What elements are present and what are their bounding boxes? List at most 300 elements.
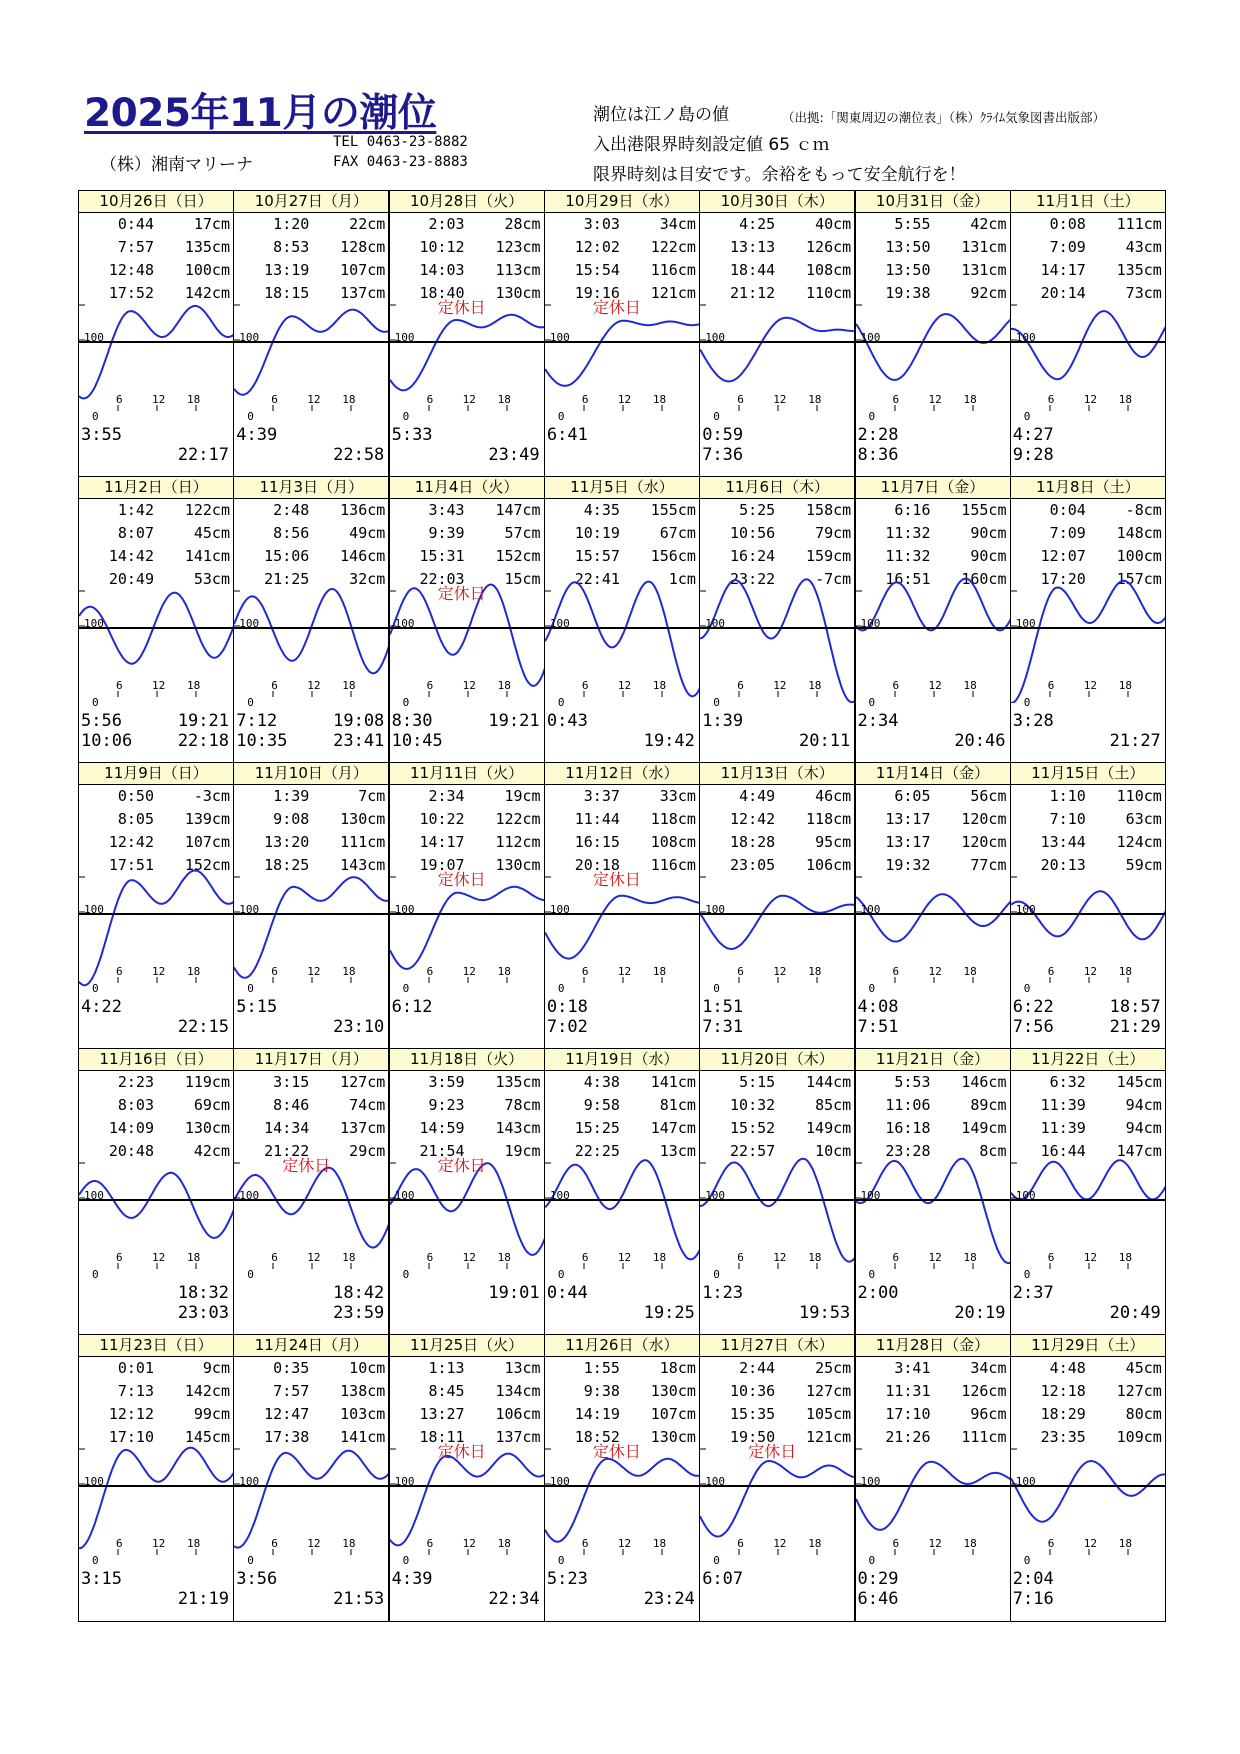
tick-6-label: 6	[426, 1251, 434, 1264]
tide-height: 56cm	[970, 787, 1007, 805]
tide-height: 131cm	[961, 261, 1007, 279]
level-0-label: 0	[557, 410, 565, 423]
limit-time-end: 19:21	[177, 711, 229, 731]
tide-row	[86, 788, 230, 804]
day-cell	[1010, 1048, 1166, 1336]
tide-height: 33cm	[659, 787, 696, 805]
tide-row	[552, 548, 696, 564]
tick-12-label: 12	[152, 1251, 166, 1264]
tick-18-label: 18	[808, 679, 822, 692]
tide-time: 22:25	[574, 1142, 620, 1160]
tide-height: 106cm	[806, 856, 852, 874]
tide-time: 1:42	[117, 501, 154, 519]
tide-height: 29cm	[349, 1142, 386, 1160]
tide-height: 123cm	[495, 238, 541, 256]
tide-height: 120cm	[961, 810, 1007, 828]
tide-row	[86, 548, 230, 564]
level-0-label: 0	[402, 410, 410, 423]
tide-row	[241, 216, 385, 232]
tick-12-label: 12	[773, 1251, 787, 1264]
day-cell	[855, 762, 1011, 1050]
level-100-label: 100	[84, 1189, 104, 1202]
level-0-label: 0	[713, 1554, 720, 1567]
tide-row	[552, 1120, 696, 1136]
holiday-label: 定休日	[437, 1156, 486, 1175]
level-100-label: 100	[394, 1189, 415, 1202]
tide-time: 5:53	[894, 1073, 931, 1091]
level-0-label: 0	[713, 696, 720, 709]
tide-curve	[234, 1451, 389, 1548]
day-header: 11月1日（土）	[1011, 191, 1165, 213]
limit-time-start: 4:08	[857, 997, 899, 1017]
limit-time-end: 20:11	[799, 731, 851, 751]
tide-row	[241, 1097, 385, 1113]
tide-height: 111cm	[961, 1428, 1007, 1446]
tide-time: 8:45	[428, 1382, 465, 1400]
tick-12-label: 12	[617, 1251, 632, 1264]
level-100-label: 100	[860, 331, 881, 344]
tide-row	[552, 1074, 696, 1090]
limit-time-start: 8:30	[391, 711, 433, 731]
limit-time-end: 18:57	[1109, 997, 1161, 1017]
level-0-label: 0	[868, 982, 876, 995]
tide-time: 17:10	[885, 1405, 931, 1423]
limit-time-start: 4:39	[391, 1569, 433, 1589]
limit-time-start: 7:02	[546, 1017, 588, 1037]
tick-6-label: 6	[116, 1251, 123, 1264]
tide-time: 13:17	[885, 810, 931, 828]
level-100-label: 100	[239, 617, 260, 630]
tick-18-label: 18	[187, 393, 201, 406]
tide-time: 16:44	[1040, 1142, 1086, 1160]
tide-row	[241, 239, 385, 255]
tide-height: 81cm	[659, 1096, 696, 1114]
tick-12-label: 12	[1083, 965, 1098, 978]
limit-time-start: 5:23	[546, 1569, 588, 1589]
tide-height: 134cm	[495, 1382, 541, 1400]
tide-height: 122cm	[495, 810, 541, 828]
tick-6-label: 6	[116, 679, 123, 692]
day-cell	[233, 190, 389, 478]
tide-time: 13:19	[264, 261, 310, 279]
tide-time: 20:13	[1040, 856, 1086, 874]
day-header: 11月17日（月）	[234, 1049, 388, 1071]
tide-row	[707, 1097, 851, 1113]
tide-time: 19:38	[885, 284, 931, 302]
limit-time-end: 19:53	[799, 1303, 851, 1323]
tide-height: 69cm	[193, 1096, 230, 1114]
tide-row	[86, 834, 230, 850]
tide-height: 59cm	[1125, 856, 1162, 874]
tide-height: 126cm	[961, 1382, 1007, 1400]
day-cell	[544, 1048, 700, 1336]
level-0-label: 0	[402, 982, 410, 995]
tide-row	[707, 1074, 851, 1090]
tide-row	[1018, 788, 1162, 804]
level-0-label: 0	[92, 1268, 99, 1281]
tide-curve	[545, 1160, 700, 1259]
tide-height: 77cm	[970, 856, 1007, 874]
tide-row	[1018, 1097, 1162, 1113]
tide-height: 146cm	[340, 547, 386, 565]
level-0-label: 0	[92, 982, 99, 995]
tide-row	[552, 502, 696, 518]
limit-time-end: 22:17	[177, 445, 229, 465]
tide-height: 34cm	[970, 1359, 1007, 1377]
tide-height: 130cm	[650, 1382, 696, 1400]
tide-curve	[1011, 1461, 1166, 1522]
tide-time: 20:18	[574, 856, 620, 874]
day-cell	[544, 762, 700, 1050]
day-header: 11月3日（月）	[234, 477, 388, 499]
tide-time: 11:32	[885, 524, 931, 542]
tide-height: 130cm	[495, 856, 541, 874]
tide-height: 152cm	[495, 547, 541, 565]
tide-row	[397, 262, 541, 278]
tide-time: 0:08	[1049, 215, 1086, 233]
tide-height: 92cm	[970, 284, 1007, 302]
tide-curve	[700, 318, 855, 382]
tide-row	[1018, 262, 1162, 278]
tick-18-label: 18	[808, 393, 822, 406]
level-100-label: 100	[84, 1475, 104, 1488]
limit-time-end: 23:10	[333, 1017, 385, 1037]
limit-time-start: 3:55	[81, 425, 122, 445]
level-0-label: 0	[247, 1268, 254, 1281]
tick-6-label: 6	[581, 393, 589, 406]
tide-height: 80cm	[1125, 1405, 1162, 1423]
tide-height: 108cm	[806, 261, 852, 279]
tick-12-label: 12	[1083, 1251, 1098, 1264]
tide-row	[241, 525, 385, 541]
limit-time-start: 7:51	[857, 1017, 899, 1037]
tide-height: 118cm	[650, 810, 696, 828]
day-header: 11月7日（金）	[856, 477, 1010, 499]
safety-note: 限界時刻は目安です。余裕をもって安全航行を！	[593, 165, 966, 185]
tide-height: 121cm	[806, 1428, 852, 1446]
tide-time: 10:22	[419, 810, 465, 828]
tide-time: 3:15	[273, 1073, 310, 1091]
tick-12-label: 12	[152, 679, 166, 692]
tick-12-label: 12	[152, 965, 166, 978]
tide-row	[707, 1383, 851, 1399]
tide-height: -7cm	[815, 570, 852, 588]
level-100-label: 100	[394, 1475, 415, 1488]
tide-time: 3:37	[583, 787, 620, 805]
limit-time-start: 6:07	[702, 1569, 744, 1589]
tide-row	[707, 216, 851, 232]
tick-12-label: 12	[617, 965, 632, 978]
tide-height: 9cm	[202, 1359, 230, 1377]
tide-time: 9:39	[428, 524, 465, 542]
tide-row	[86, 1120, 230, 1136]
day-cell	[1010, 1334, 1166, 1622]
tick-12-label: 12	[462, 965, 476, 978]
limit-time-start: 1:39	[702, 711, 744, 731]
tide-row	[397, 834, 541, 850]
limit-time-start: 7:36	[702, 445, 744, 465]
tide-time: 16:18	[885, 1119, 931, 1137]
tide-row	[1018, 239, 1162, 255]
tide-time: 18:25	[264, 856, 310, 874]
day-header: 10月30日（木）	[700, 191, 854, 213]
level-0-label: 0	[247, 696, 254, 709]
tide-height: 113cm	[495, 261, 541, 279]
tick-18-label: 18	[497, 393, 511, 406]
tick-6-label: 6	[1047, 1537, 1055, 1550]
holiday-label: 定休日	[437, 870, 486, 889]
tick-12-label: 12	[928, 393, 942, 406]
tide-row	[552, 239, 696, 255]
tide-curve	[700, 1461, 855, 1537]
tick-12-label: 12	[773, 965, 787, 978]
tide-row	[397, 1406, 541, 1422]
source-note: （出拠:「関東周辺の潮位表」（株）ｸﾗｲﾑ気象図書出版部）	[782, 110, 1105, 125]
day-cell	[389, 1048, 545, 1336]
tide-height: 107cm	[340, 261, 386, 279]
limit-time-end: 23:59	[333, 1303, 385, 1323]
limit-time-start: 4:27	[1012, 425, 1054, 445]
level-100-label: 100	[84, 617, 104, 630]
tide-height: 103cm	[340, 1405, 386, 1423]
tick-18-label: 18	[963, 1537, 977, 1550]
tide-row	[241, 502, 385, 518]
tide-height: 96cm	[970, 1405, 1007, 1423]
tide-height: 137cm	[340, 1119, 386, 1137]
tide-height: 144cm	[806, 1073, 852, 1091]
tide-row	[86, 216, 230, 232]
tide-row	[1018, 1120, 1162, 1136]
tide-row	[707, 525, 851, 541]
tide-time: 5:15	[739, 1073, 776, 1091]
tick-18-label: 18	[187, 679, 201, 692]
tick-6-label: 6	[426, 679, 434, 692]
tide-height: 152cm	[184, 856, 230, 874]
day-header: 10月29日（水）	[545, 191, 699, 213]
tide-time: 9:58	[583, 1096, 620, 1114]
tick-12-label: 12	[928, 965, 942, 978]
limit-time-start: 7:31	[702, 1017, 744, 1037]
tick-6-label: 6	[271, 393, 278, 406]
tick-12-label: 12	[617, 393, 632, 406]
tide-curve	[390, 1454, 545, 1546]
holiday-label: 定休日	[437, 298, 486, 317]
tide-height: 22cm	[349, 215, 386, 233]
tide-height: 17cm	[193, 215, 230, 233]
tick-18-label: 18	[1118, 393, 1133, 406]
tide-height: 135cm	[184, 238, 230, 256]
tide-height: 116cm	[650, 261, 696, 279]
tide-height: 130cm	[495, 284, 541, 302]
tide-time: 2:23	[117, 1073, 154, 1091]
day-cell	[78, 190, 234, 478]
limit-time-start: 1:23	[702, 1283, 744, 1303]
tide-height: 159cm	[806, 547, 852, 565]
tide-row	[863, 788, 1007, 804]
day-header: 11月5日（水）	[545, 477, 699, 499]
tide-curve	[856, 314, 1011, 380]
level-100-label: 100	[394, 903, 415, 916]
day-header: 11月19日（水）	[545, 1049, 699, 1071]
tick-6-label: 6	[426, 965, 434, 978]
tide-time: 15:06	[264, 547, 310, 565]
tide-height: 7cm	[358, 787, 386, 805]
tide-row	[863, 216, 1007, 232]
tide-time: 17:51	[108, 856, 154, 874]
limit-time-start: 4:39	[236, 425, 278, 445]
tide-height: 135cm	[495, 1073, 541, 1091]
tide-row	[707, 548, 851, 564]
tide-time: 18:40	[419, 284, 465, 302]
tick-18-label: 18	[342, 1537, 356, 1550]
tide-time: 5:55	[894, 215, 931, 233]
level-100-label: 100	[549, 331, 570, 344]
tide-time: 14:17	[1040, 261, 1086, 279]
tick-6-label: 6	[116, 393, 123, 406]
day-header: 11月16日（日）	[79, 1049, 233, 1071]
day-cell	[389, 1334, 545, 1622]
limit-time-start: 2:04	[1012, 1569, 1054, 1589]
limit-time-end: 19:25	[643, 1303, 695, 1323]
tide-time: 0:44	[117, 215, 154, 233]
tide-row	[863, 1406, 1007, 1422]
level-100-label: 100	[705, 331, 726, 344]
tide-row	[707, 239, 851, 255]
level-100-label: 100	[705, 903, 726, 916]
tide-time: 1:39	[273, 787, 310, 805]
level-0-label: 0	[247, 410, 254, 423]
tide-height: 142cm	[184, 284, 230, 302]
tick-18-label: 18	[963, 1251, 977, 1264]
tide-row	[241, 548, 385, 564]
limit-time-end: 23:49	[488, 445, 540, 465]
tide-row	[863, 239, 1007, 255]
tide-height: 40cm	[815, 215, 852, 233]
tide-row	[863, 262, 1007, 278]
tide-row	[241, 1383, 385, 1399]
day-header: 11月2日（日）	[79, 477, 233, 499]
level-100-label: 100	[860, 1189, 881, 1202]
tide-time: 0:35	[273, 1359, 310, 1377]
tide-time: 11:44	[574, 810, 620, 828]
tide-time: 16:15	[574, 833, 620, 851]
day-cell	[233, 1048, 389, 1336]
tide-calendar-grid	[78, 190, 1165, 1620]
limit-time-end: 18:32	[177, 1283, 229, 1303]
tide-height: 1cm	[668, 570, 696, 588]
limit-time-start: 6:41	[546, 425, 588, 445]
day-header: 10月26日（日）	[79, 191, 233, 213]
tide-height: 46cm	[815, 787, 852, 805]
tide-time: 12:07	[1040, 547, 1086, 565]
limit-time-start: 1:51	[702, 997, 744, 1017]
tide-time: 21:54	[419, 1142, 465, 1160]
limit-time-start: 4:22	[81, 997, 122, 1017]
tide-height: 149cm	[961, 1119, 1007, 1137]
tide-time: 14:19	[574, 1405, 620, 1423]
tide-time: 18:11	[419, 1428, 465, 1446]
tide-row	[863, 1074, 1007, 1090]
tide-time: 23:22	[730, 570, 776, 588]
tide-height: 127cm	[1116, 1382, 1162, 1400]
tide-height: 100cm	[1116, 547, 1162, 565]
tide-height: 10cm	[349, 1359, 386, 1377]
page-title: 2025年11月の潮位	[84, 91, 437, 136]
day-header: 11月10日（月）	[234, 763, 388, 785]
limit-time-end: 20:46	[954, 731, 1006, 751]
tide-time: 13:17	[885, 833, 931, 851]
limit-time-start: 7:12	[236, 711, 278, 731]
tide-row	[86, 1360, 230, 1376]
tide-time: 17:38	[264, 1428, 310, 1446]
tide-height: 131cm	[961, 238, 1007, 256]
day-header: 11月27日（木）	[700, 1335, 854, 1357]
tide-height: 130cm	[184, 1119, 230, 1137]
tide-curve	[234, 1168, 389, 1248]
tide-row	[241, 1406, 385, 1422]
limit-time-end: 22:58	[333, 445, 385, 465]
tide-row	[397, 548, 541, 564]
tide-height: 95cm	[815, 833, 852, 851]
holiday-label: 定休日	[748, 1442, 797, 1461]
day-header: 11月20日（木）	[700, 1049, 854, 1071]
tide-height: 28cm	[504, 215, 541, 233]
tide-time: 1:10	[1049, 787, 1086, 805]
holiday-label: 定休日	[592, 870, 641, 889]
level-0-label: 0	[557, 1554, 565, 1567]
tide-row	[1018, 1360, 1162, 1376]
tide-curve	[390, 1163, 545, 1255]
level-100-label: 100	[84, 903, 104, 916]
tick-6-label: 6	[892, 1251, 900, 1264]
tick-12-label: 12	[307, 1251, 321, 1264]
tide-height: 121cm	[650, 284, 696, 302]
tide-time: 15:31	[419, 547, 465, 565]
level-0-label: 0	[868, 1268, 876, 1281]
tide-time: 0:01	[117, 1359, 154, 1377]
tide-height: 109cm	[1116, 1428, 1162, 1446]
tide-height: 124cm	[1116, 833, 1162, 851]
tide-time: 2:34	[428, 787, 465, 805]
limit-time-start: 5:33	[391, 425, 433, 445]
tide-time: 1:20	[273, 215, 310, 233]
tick-12-label: 12	[462, 679, 476, 692]
tide-time: 2:44	[739, 1359, 776, 1377]
tide-height: 147cm	[650, 1119, 696, 1137]
tick-12-label: 12	[1083, 679, 1098, 692]
tick-18-label: 18	[342, 965, 356, 978]
tick-6-label: 6	[271, 679, 278, 692]
tide-row	[863, 1097, 1007, 1113]
tick-18-label: 18	[497, 1251, 511, 1264]
day-header: 11月11日（火）	[390, 763, 544, 785]
tide-height: 67cm	[659, 524, 696, 542]
limit-time-start: 10:06	[81, 731, 133, 751]
tide-row	[707, 811, 851, 827]
tide-time: 16:24	[730, 547, 776, 565]
day-header: 11月12日（水）	[545, 763, 699, 785]
tide-height: 42cm	[193, 1142, 230, 1160]
tick-6-label: 6	[426, 1537, 434, 1550]
day-header: 11月15日（土）	[1011, 763, 1165, 785]
level-0-label: 0	[557, 696, 565, 709]
tide-time: 6:16	[894, 501, 931, 519]
tide-time: 13:13	[730, 238, 776, 256]
tick-12-label: 12	[773, 1537, 787, 1550]
tide-time: 1:13	[428, 1359, 465, 1377]
tide-height: 122cm	[650, 238, 696, 256]
level-0-label: 0	[1023, 696, 1031, 709]
